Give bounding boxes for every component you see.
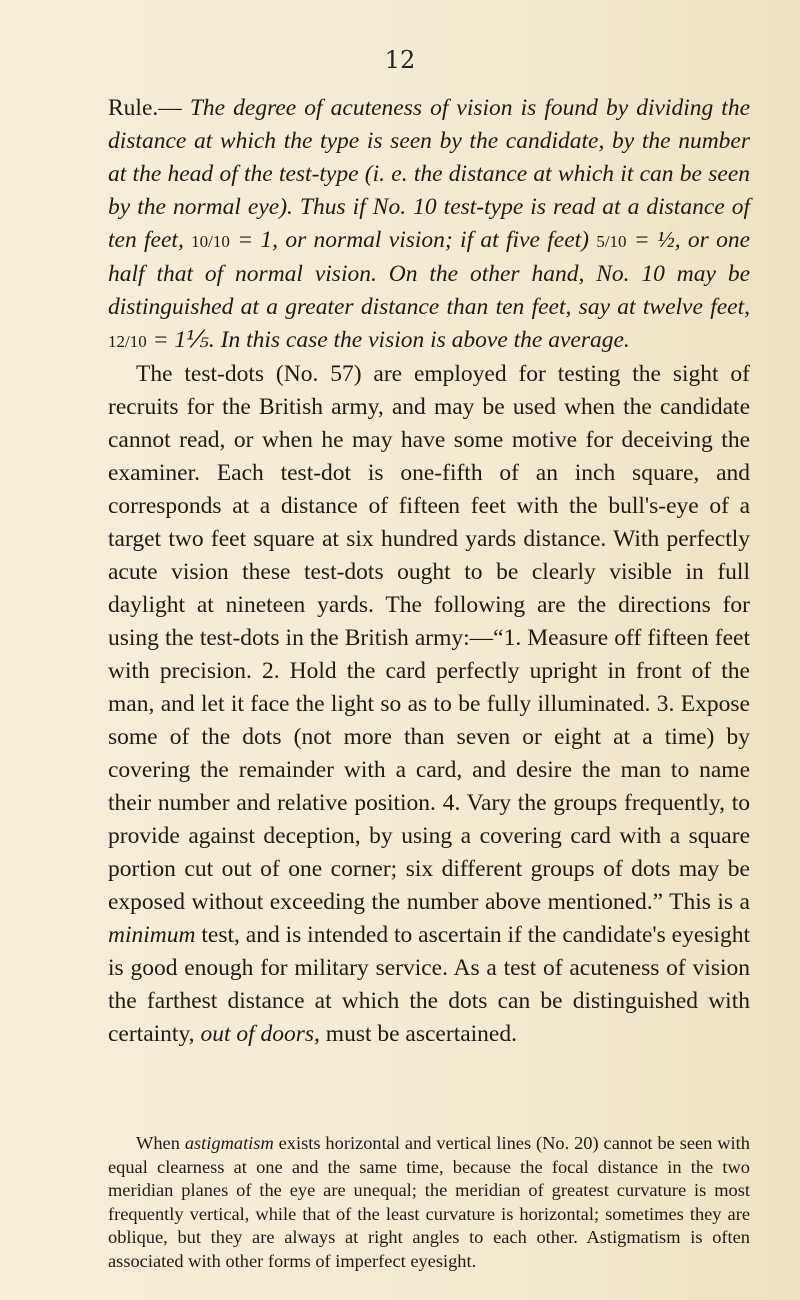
rule-text-1: The degree of acuteness of vision is found by dividing the distance at which the type is seen by the candidate, by the number at the head of the test-type (i. e. the distance at which it can be seen by the normal eye). Thus if No. 10 test-type is read at a distance of ten feet, <box>108 95 751 253</box>
note-lead: When <box>136 1133 180 1153</box>
test-dots-text-2: test, and is intended to ascertain if the candidate's eyesight is good enough for military service. As a test of acuteness of vision the farthest distance at which the dots can be distinguished with certainty, <box>108 922 750 1047</box>
emphasis-out-of-doors: out of doors, <box>200 1021 320 1047</box>
rule-text-4: = 1⅕. In this case the vision is above the average. <box>152 327 630 353</box>
rule-label: Rule.— <box>108 95 182 121</box>
astigmatism-note <box>108 1132 750 1273</box>
fraction-twelve-tenths: 12/10 <box>108 332 147 351</box>
emphasis-minimum: minimum <box>108 922 196 948</box>
test-dots-paragraph <box>108 358 750 1051</box>
rule-paragraph <box>108 92 750 358</box>
fraction-ten-tenths: 10/10 <box>191 232 230 251</box>
rule-text-3: = ½, or one half that of normal vision. On the other hand, No. 10 may be distinguished at a greater distance than ten feet, say at twelve feet, <box>108 227 751 320</box>
test-dots-text-3: must be ascertained. <box>325 1021 517 1047</box>
rule-text-2: = 1, or normal vision; if at five feet) <box>237 227 589 253</box>
body-text <box>108 92 750 1051</box>
note-text: exists horizontal and vertical lines (No. 20) cannot be seen with equal clearness at one and the same time, because the focal distance in the two meridian planes of the eye are unequal; the meridian of greatest curvature is most frequently vertical, while that of the least curvature is horizontal; sometimes they are oblique, but they are always at right angles to each other. Astigmatism is often associated with other forms of imperfect eyesight. <box>108 1133 750 1271</box>
emphasis-astigmatism: astigmatism <box>184 1133 274 1153</box>
test-dots-text-1: The test-dots (No. 57) are employed for testing the sight of recruits for the British army, and may be used when the candidate cannot read, or when he may have some motive for deceiving the examiner. Each test-dot is one-fifth of an inch square, and corresponds at a distance of fifteen feet with the bull's-eye of a target two feet square at six hundred yards distance. With perfectly acute vision these test-dots ought to be clearly visible in full daylight at nineteen yards. The following are the directions for using the test-dots in the British army:—“1. Measure off fifteen feet with precision. 2. Hold the card perfectly upright in front of the man, and let it face the light so as to be fully illuminated. 3. Expose some of the dots (not more than seven or eight at a time) by covering the remainder with a card, and desire the man to name their number and relative position. 4. Vary the groups frequently, to provide against deception, by using a covering card with a square portion cut out of one corner; six different groups of dots may be exposed without exceeding the number above mentioned.” This is a <box>108 361 750 915</box>
fraction-five-tenths: 5/10 <box>596 232 627 251</box>
page-number: 12 <box>384 46 416 74</box>
